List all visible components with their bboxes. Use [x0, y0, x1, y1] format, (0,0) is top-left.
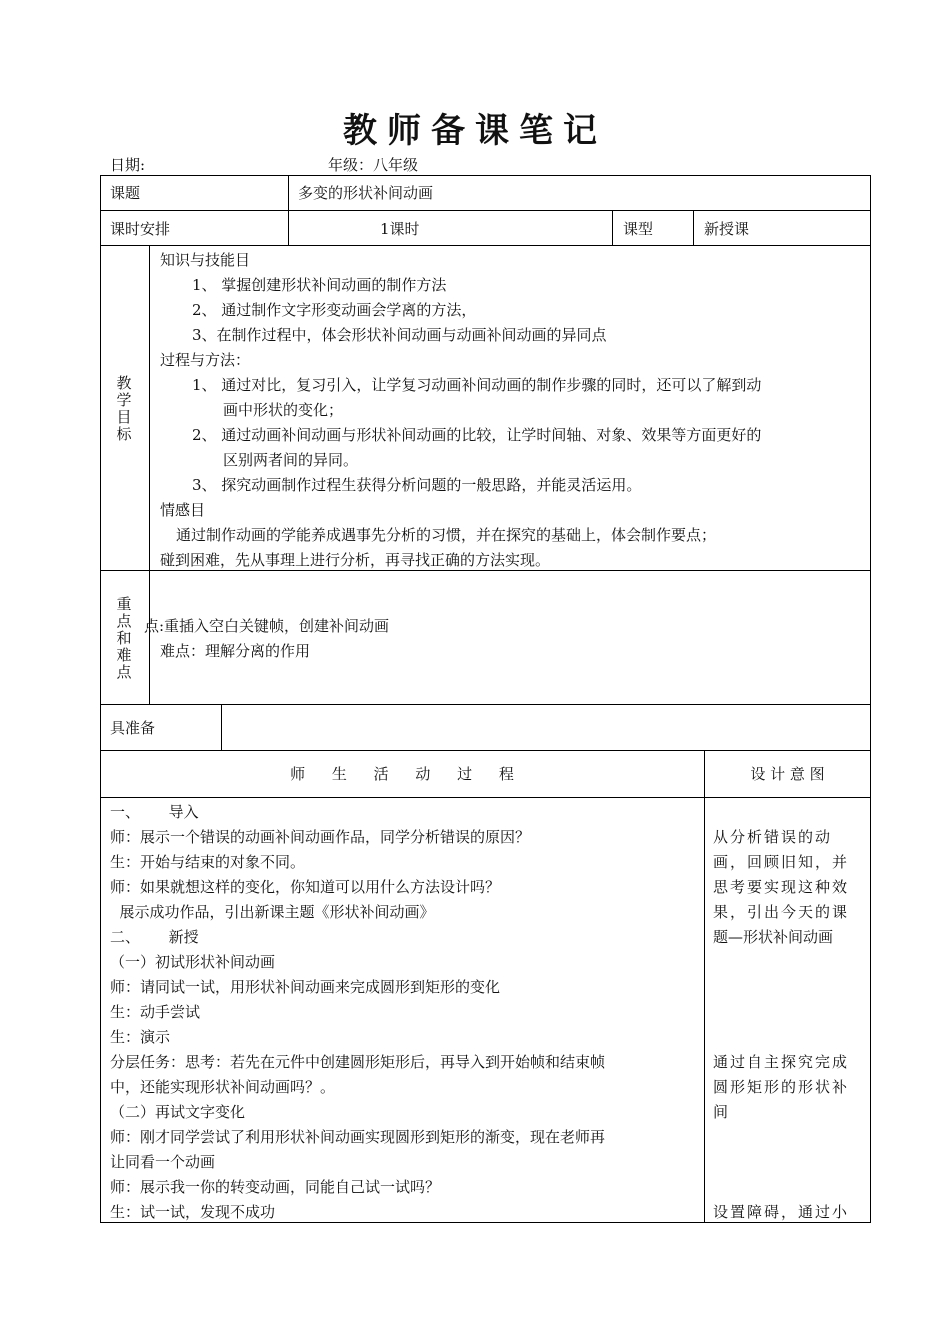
topic-value: 多变的形状补间动画 — [298, 184, 434, 202]
objective-line: 1、 通过对比，复习引入，让学复习动画补间动画的制作步骤的同时，还可以了解到动 — [192, 376, 762, 394]
process-line: 生：演示 — [110, 1028, 171, 1046]
intent-line: 设置障碍，通过小 — [713, 1203, 850, 1221]
schedule-value: 1课时 — [380, 220, 420, 238]
intent-line: 题—形状补间动画 — [713, 928, 834, 946]
objective-line: 2、 通过制作文字形变动画会学离的方法， — [192, 301, 477, 319]
objective-line: 通过制作动画的学能养成遇事先分析的习惯，并在探究的基础上，体会制作要点； — [176, 526, 717, 544]
key-points-side-label: 重点和难点 — [116, 595, 132, 681]
objective-line: 区别两者间的异同。 — [223, 451, 359, 469]
objective-line: 过程与方法： — [160, 351, 251, 369]
intent-line: 间 — [713, 1103, 729, 1121]
process-line: 师：如果就想这样的变化，你知道可以用什么方法设计吗？ — [110, 878, 501, 896]
document-title: 教师备课笔记 — [343, 111, 607, 151]
objective-line: 画中形状的变化； — [223, 401, 344, 419]
objective-line: 碰到困难，先从事理上进行分析，再寻找正确的方法实现。 — [160, 551, 551, 569]
grade-label: 年级：八年级 — [328, 156, 419, 174]
date-label: 日期: — [110, 156, 146, 174]
lesson-type-value: 新授课 — [704, 220, 750, 238]
process-line: 师：展示一个错误的动画补间动画作品，同学分析错误的原因？ — [110, 828, 531, 846]
objective-line: 知识与技能目 — [160, 251, 251, 269]
materials-label: 具准备 — [110, 719, 156, 737]
process-line: 分层任务：思考：若先在元件中创建圆形矩形后，再导入到开始帧和结束帧 — [110, 1053, 606, 1071]
intent-line: 画，回顾旧知，并 — [713, 853, 850, 871]
intent-line: 果，引出今天的课 — [713, 903, 850, 921]
key-point-text: 点:重插入空白关键帧，创建补间动画 — [144, 617, 390, 635]
objective-line: 3、 探究动画制作过程生获得分析问题的一般思路，并能灵活运用。 — [192, 476, 642, 494]
process-line: 师：请同试一试，用形状补间动画来完成圆形到矩形的变化 — [110, 978, 501, 996]
process-line: 二、 新授 — [110, 928, 199, 946]
process-line: 师：刚才同学尝试了利用形状补间动画实现圆形到矩形的渐变，现在老师再 — [110, 1128, 606, 1146]
objective-line: 情感目 — [160, 501, 206, 519]
intent-line: 通过自主探究完成 — [713, 1053, 850, 1071]
objective-line: 1、 掌握创建形状补间动画的制作方法 — [192, 276, 447, 294]
intent-line: 思考要实现这种效 — [713, 878, 850, 896]
process-line: （二）再试文字变化 — [110, 1103, 246, 1121]
process-line: 生：试一试，发现不成功 — [110, 1203, 276, 1221]
process-line: 展示成功作品，引出新课主题《形状补间动画》 — [110, 903, 435, 921]
process-line: （一）初试形状补间动画 — [110, 953, 276, 971]
process-line: 师：展示我一你的转变动画，同能自己试一试吗？ — [110, 1178, 441, 1196]
intent-line: 从分析错误的动 — [713, 828, 833, 846]
process-line: 中，还能实现形状补间动画吗？。 — [110, 1078, 336, 1096]
schedule-label: 课时安排 — [110, 220, 171, 238]
process-line: 一、 导入 — [110, 803, 199, 821]
intent-line: 圆形矩形的形状补 — [713, 1078, 850, 1096]
objectives-side-label: 教学目标 — [116, 374, 132, 443]
difficult-point-text: 难点：理解分离的作用 — [160, 642, 311, 660]
objective-line: 2、 通过动画补间动画与形状补间动画的比较，让学时间轴、对象、效果等方面更好的 — [192, 426, 762, 444]
objective-line: 3、在制作过程中，体会形状补间动画与动画补间动画的异同点 — [192, 326, 607, 344]
process-line: 生：动手尝试 — [110, 1003, 201, 1021]
process-line: 生：开始与结束的对象不同。 — [110, 853, 306, 871]
process-line: 让同看一个动画 — [110, 1153, 216, 1171]
lesson-type-label: 课型 — [623, 220, 654, 238]
design-intent-header: 设 计 意 图 — [750, 765, 825, 783]
topic-label: 课题 — [110, 184, 141, 202]
process-header: 师 生 活 动 过 程 — [290, 765, 514, 783]
